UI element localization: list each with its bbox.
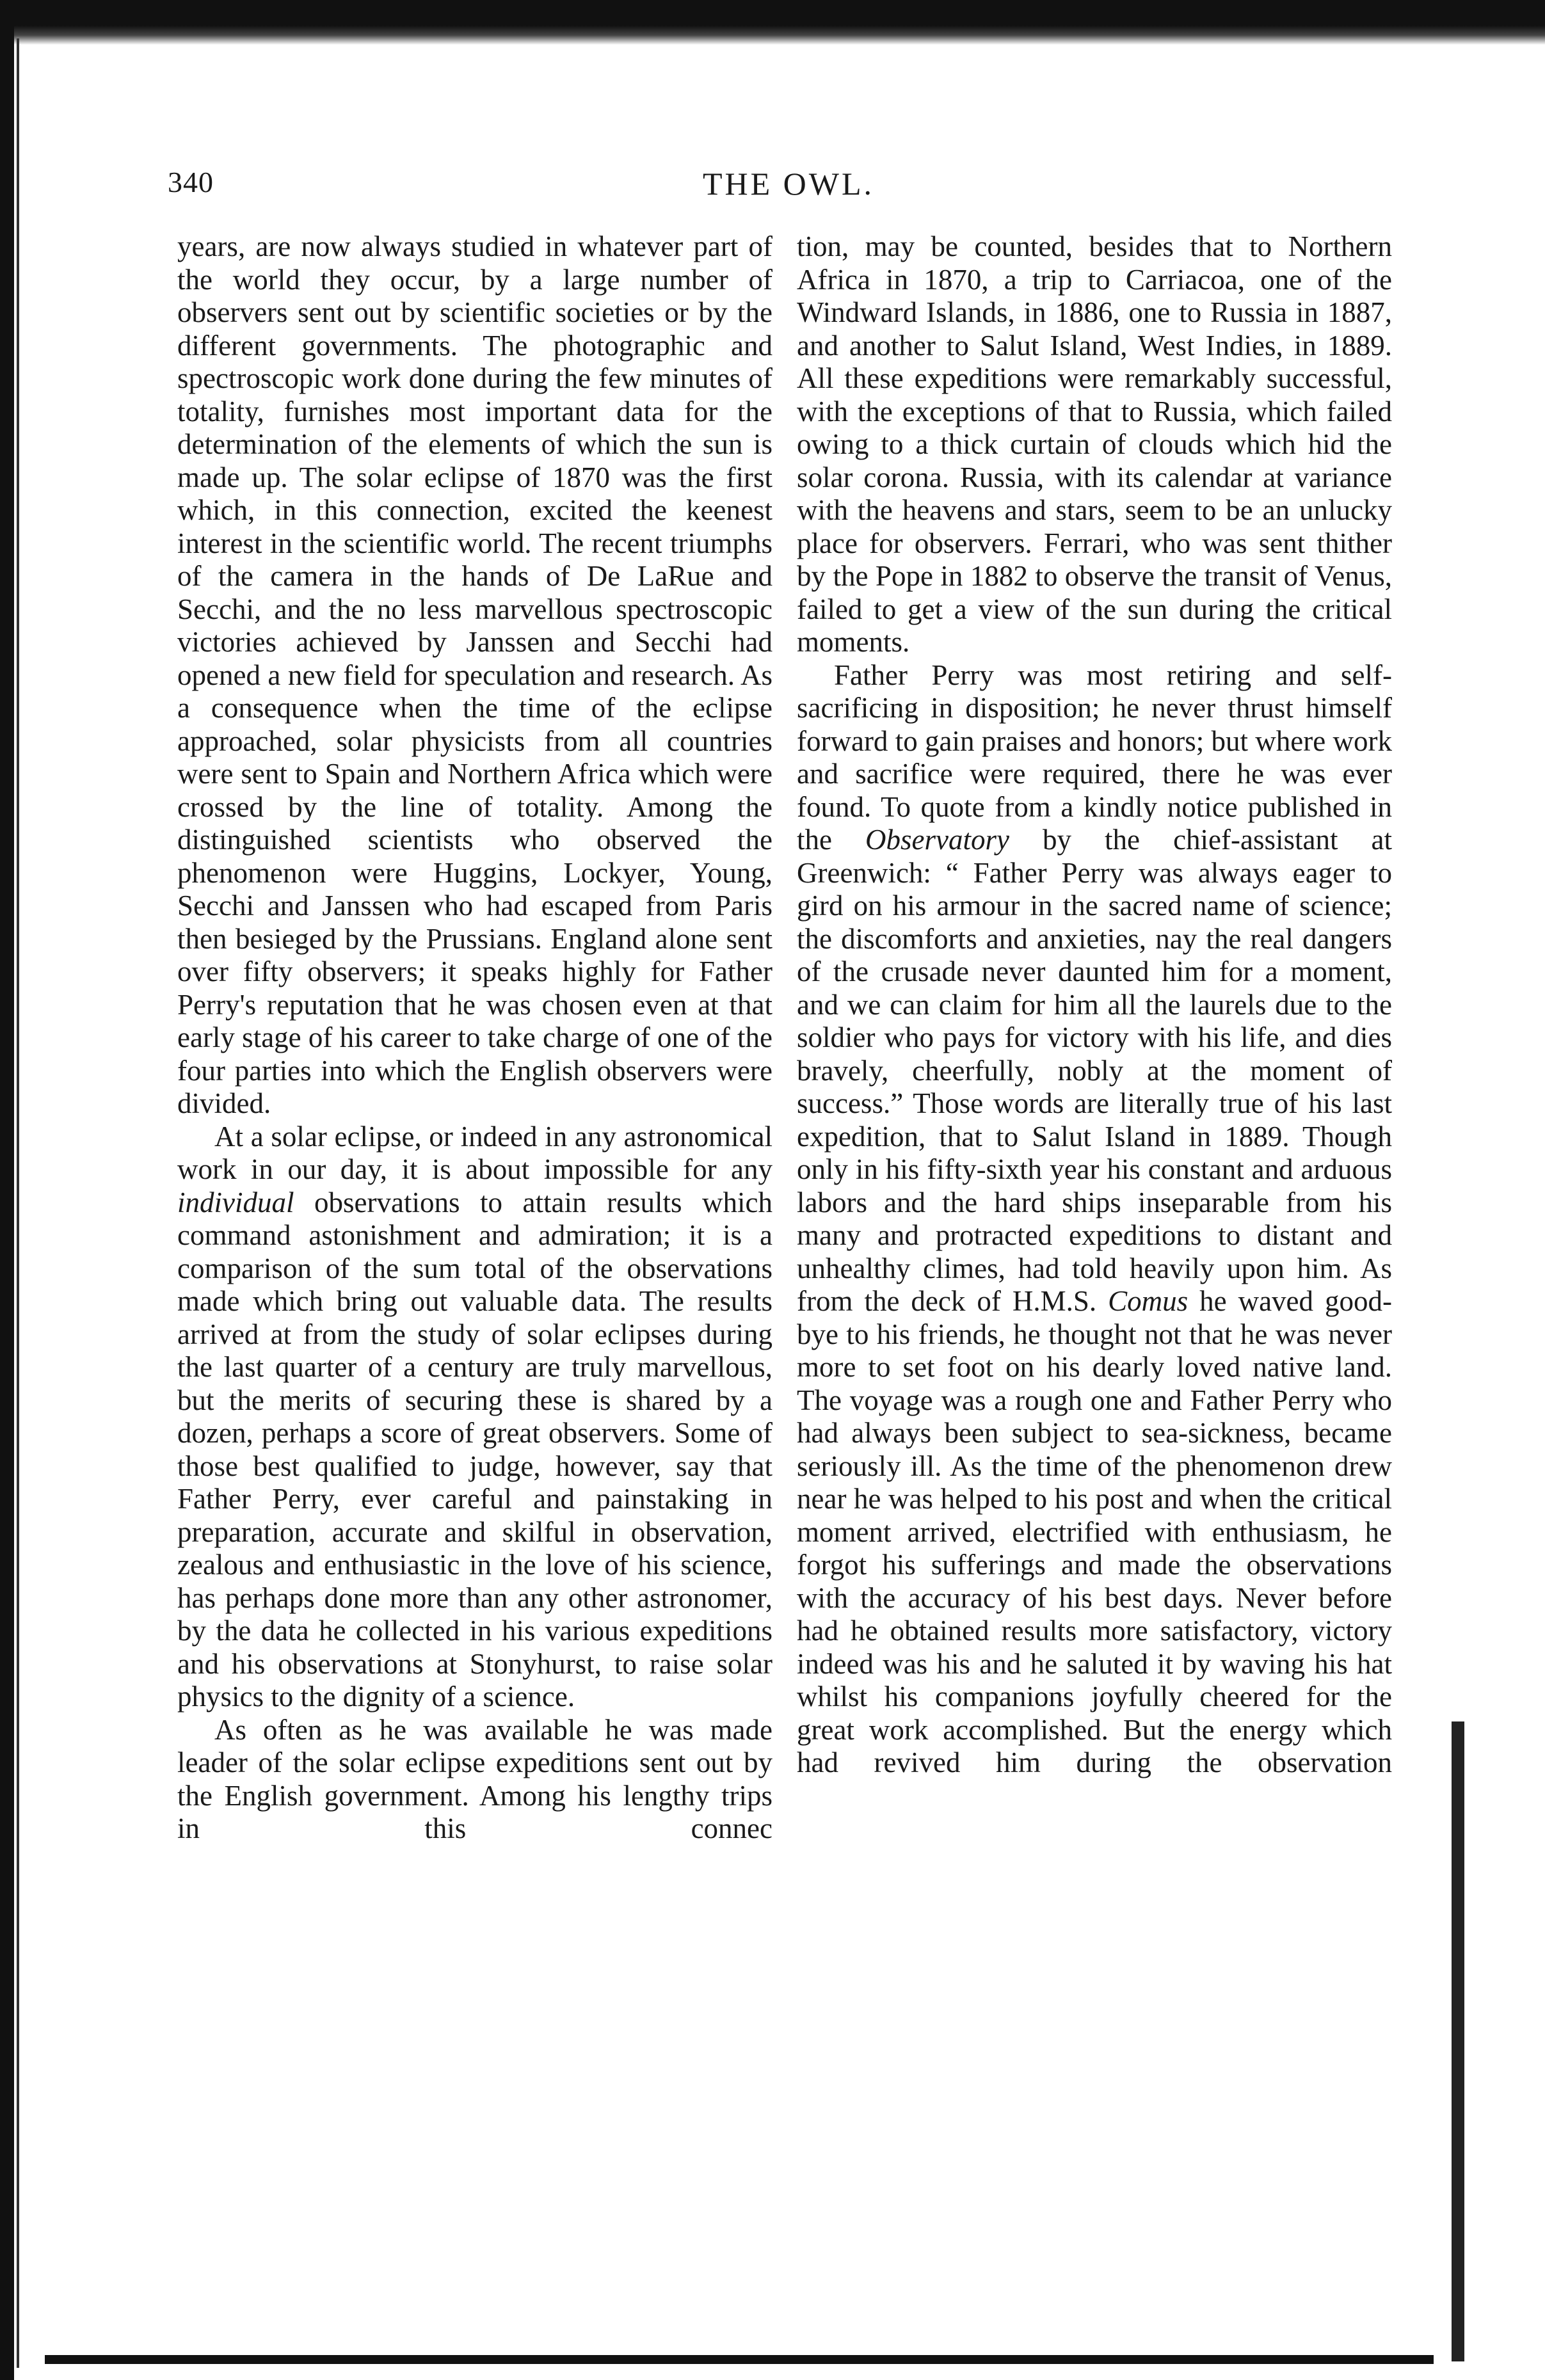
scan-border-left-line xyxy=(17,38,19,2368)
text-run: Father Perry was most retiring and self-sacrificing in disposition; he never thrust himself forward to gain praises and honors; but where work and sacrifice were required, there he was ever found. To quote from a kindly notice published in the xyxy=(797,659,1392,856)
scan-border-bottom xyxy=(45,2355,1434,2364)
paragraph: years, are now always studied in whatever part of the world they occur, by a large number of observers sent out by scientific societies or by the different governments. The photographic and spectroscopic work done during the few minutes of totality, furnishes most important data for the determination of the elements of which the sun is made up. The solar eclipse of 1870 was the first which, in this connection, excited the keenest interest in the scientific world. The recent triumphs of the camera in the hands of De LaRue and Secchi, and the no less marvellous spectroscopic victories achieved by Janssen and Secchi had opened a new field for speculation and research. As a consequence when the time of the eclipse approached, solar physicists from all countries were sent to Spain and Northern Africa which were crossed by the line of totality. Among the distinguished scientists who observed the phenomenon were Huggins, Lockyer, Young, Secchi and Janssen who had escaped from Paris then besieged by the Prussians. England alone sent over fifty observers; it speaks highly for Father Perry's reputation that he was chosen even at that early stage of his career to take charge of one of the four parties into which the English observers were divided. xyxy=(177,230,772,1119)
paragraph: As often as he was available he was made leader of the solar eclipse expeditions sent out by the English government. Among his lengthy trips in this connec xyxy=(177,1713,772,1844)
scan-border-top xyxy=(0,0,1545,45)
text-run: by the chief-assistant at Greenwich: “ Father Perry was always eager to gird on his armour in the sacred name of science; the discomforts and anxieties, nay the real dangers of the crusade never daunted him for a moment, and we can claim for him all the laurels due to the soldier who pays for victory with his life, and dies bravely, cheerfully, nobly at the moment of success.” Those words are literally true of his last expedition, that to Salut Island in 1889. Though only in his fifty-sixth year his constant and arduous labors and the hard ships inseparable from his many and protracted expeditions to distant and unhealthy climes, had told heavily upon him. As from the deck of H.M.S. xyxy=(797,824,1392,1317)
text-run: observations to attain results which command astonishment and admiration; it is a comparison of the sum total of the observations made which bring out valuable data. The results arrived at from the study of solar eclipses during the last quarter of a century are truly marvellous, but the merits of securing these is shared by a dozen, perhaps a score of great observers. Some of those best qualified to judge, however, say that Father Perry, ever careful and painstaking in preparation, accurate and skilful in observation, zealous and enthusiastic in the love of his science, has perhaps done more than any other astronomer, by the data he collected in his various expeditions and his observations at Stonyhurst, to raise solar physics to the dignity of a science. xyxy=(177,1186,772,1713)
italic-text: individual xyxy=(177,1186,294,1218)
italic-text: Observatory xyxy=(865,824,1009,856)
paragraph: tion, may be counted, besides that to Northern Africa in 1870, a trip to Carriacoa, one of the Windward Islands, in 1886, one to Russia in 1887, and another to Salut Island, West Indies, in 1889. All these expeditions were remarkably successful, with the exceptions of that to Russia, which failed owing to a thick curtain of clouds which hid the solar corona. Russia, with its calendar at variance with the heavens and stars, seem to be an unlucky place for observers. Ferrari, who was sent thither by the Pope in 1882 to observe the transit of Venus, failed to get a view of the sun during the critical moments. xyxy=(797,230,1392,658)
scan-border-right xyxy=(1452,1721,1464,2361)
left-column xyxy=(177,230,772,1846)
page-number: 340 xyxy=(168,166,214,198)
page-header xyxy=(168,165,1409,210)
text-run: At a solar eclipse, or indeed in any astronomical work in our day, it is about impossible for any xyxy=(177,1120,772,1185)
paragraph xyxy=(797,659,1392,1780)
running-title: THE OWL. xyxy=(702,166,875,202)
paragraph xyxy=(177,1121,772,1714)
italic-text: Comus xyxy=(1108,1285,1189,1317)
scan-border-left xyxy=(0,0,14,2380)
right-column xyxy=(797,230,1392,1780)
text-run: he waved good-bye to his friends, he thought not that he was never more to set foot on his dearly loved native land. The voyage was a rough one and Father Perry who had always been subject to sea-sickness, became seriously ill. As the time of the phenomenon drew near he was helped to his post and when the critical moment arrived, electrified with enthusiasm, he forgot his sufferings and made the observations with the accuracy of his best days. Never before had he obtained results more satisfactory, victory indeed was his and he saluted it by waving his hat whilst his companions joyfully cheered for the great work accomplished. But the energy which had revived him during the observation xyxy=(797,1285,1393,1778)
